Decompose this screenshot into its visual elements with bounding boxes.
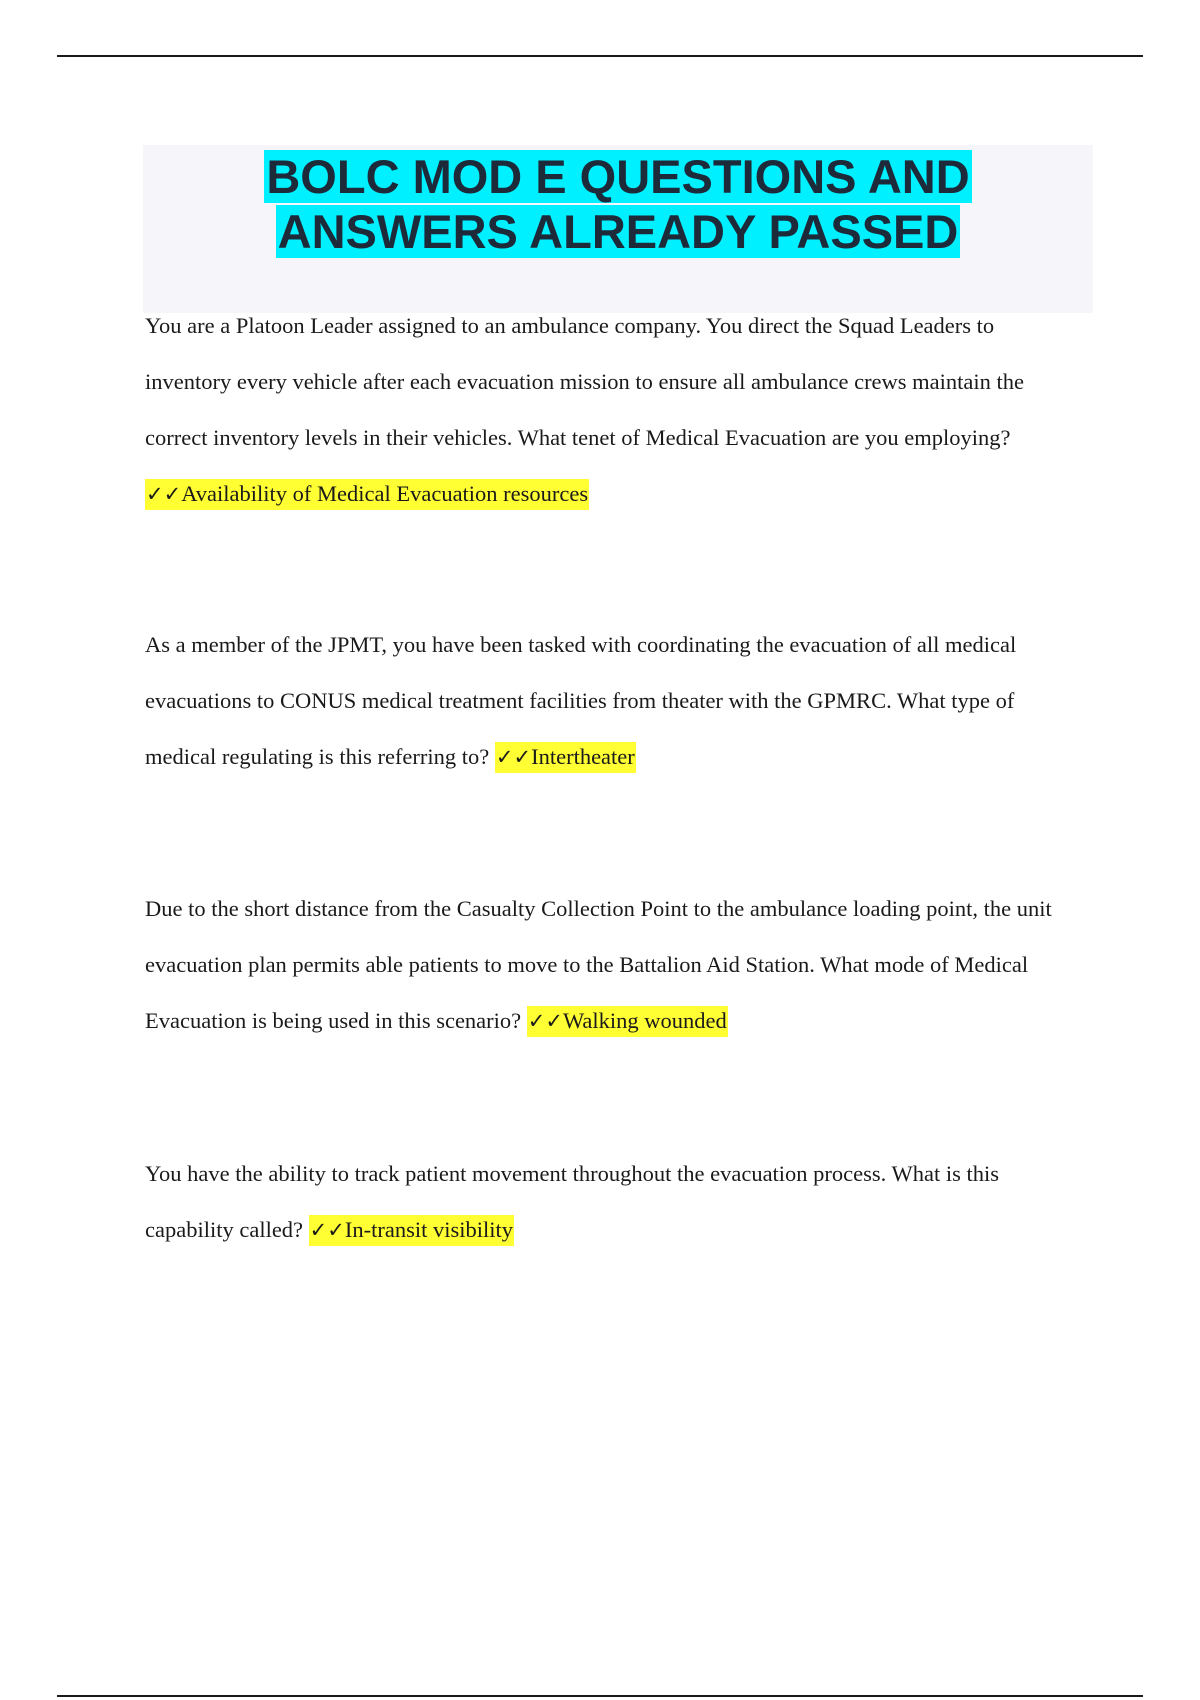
answer-highlight — [495, 742, 636, 773]
qa-item — [145, 617, 1085, 785]
qa-item — [145, 1146, 1085, 1258]
answer-highlight — [309, 1215, 514, 1246]
question-text: You are a Platoon Leader assigned to an ambulance company. You direct the Squad Leaders to inventory every vehicle after each evacuation mission to ensure all ambulance crews maintain the correct inventory levels in their vehicles. What tenet of Medical Evacuation are you employing? — [145, 313, 1025, 450]
question-text: Due to the short distance from the Casualty Collection Point to the ambulance loading point, the unit evacuation plan permits able patients to move to the Battalion Aid Station. What mode of Medical Evacuation is being used in this scenario? — [145, 896, 1052, 1033]
title-block — [143, 145, 1093, 313]
answer-text: Availability of Medical Evacuation resources — [181, 481, 589, 506]
title-line-1: BOLC MOD E QUESTIONS AND — [266, 150, 970, 203]
question-text: You have the ability to track patient movement throughout the evacuation process. What is this capability called? — [145, 1161, 999, 1242]
answer-text: Walking wounded — [562, 1008, 727, 1033]
answer-highlight — [527, 1006, 728, 1037]
title-line-2: ANSWERS ALREADY PASSED — [277, 205, 959, 258]
header-rule — [57, 55, 1143, 57]
double-check-icon: ✓✓ — [495, 745, 532, 769]
page-title — [143, 145, 1093, 259]
answer-highlight — [145, 479, 589, 510]
double-check-icon: ✓✓ — [146, 482, 182, 506]
double-check-icon: ✓✓ — [309, 1218, 345, 1242]
answer-text: In-transit visibility — [344, 1217, 513, 1242]
double-check-icon: ✓✓ — [527, 1009, 563, 1033]
answer-text: Intertheater — [531, 744, 635, 769]
footer-rule — [57, 1695, 1143, 1697]
question-text: As a member of the JPMT, you have been tasked with coordinating the evacuation of all medical evacuations to CONUS medical treatment facilities from theater with the GPMRC. What type of medical regulating is this referring to? — [145, 632, 1017, 769]
qa-item — [145, 881, 1085, 1049]
qa-item — [145, 298, 1085, 522]
